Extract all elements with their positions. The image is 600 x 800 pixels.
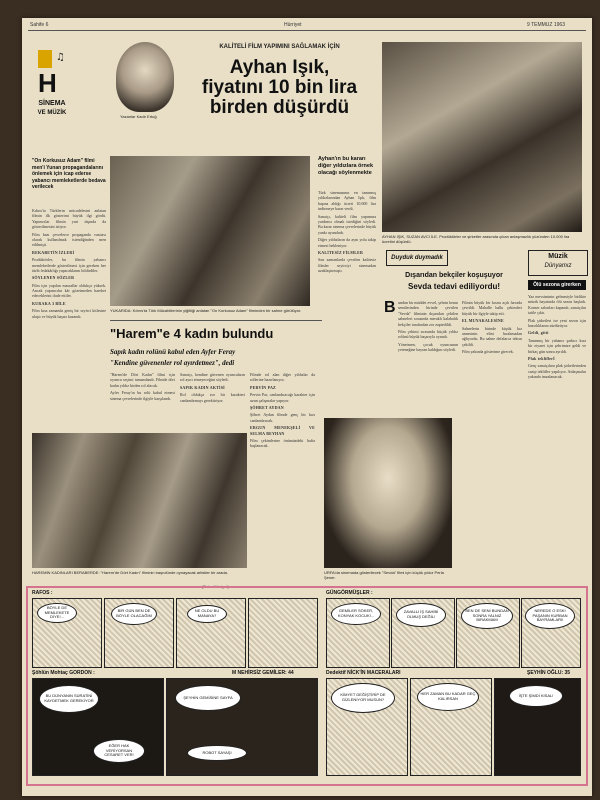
- music-column-subhead1: Geldi, gitti: [528, 330, 549, 336]
- gungormus-bubble-1: GEMİLER SÖKER, KONYAK KOCUK!...: [331, 603, 381, 625]
- harem-subhead2: PERVİN PAZ: [250, 384, 276, 390]
- music-subhead: EL MUYAKALESİNE: [462, 318, 504, 324]
- nick-bubble-1: KİMYET DEĞİŞTİRİP DE GİZLENİYOR MUSUN?: [331, 683, 395, 713]
- music-drop-cap: B: [384, 299, 396, 316]
- harem-subhead3: ŞÖHRET AYDAN: [250, 404, 284, 410]
- music-body-col1: undan bir müddet evvel, şehrin kenar semtlerinden birinde çevrilen "Sevda" filminin dışarıdan çekilen sahneleri sırasında meraklı kalabalık bekçiler tarafından zor zaptedildi. Film çekimi sırasında küçük yıldız rolünü büyük başarıyla oynadı. Yönetmen, çocuk oyuncunun yeteneğine hayran kaldığını söyledi.: [398, 300, 458, 353]
- header-rule: [28, 30, 586, 31]
- sidebar-quote: "On Korkusuz Adam" filmi men'i Yunan propagandalarını önlemek için icap ederse yabancı memleketlerde bedava verilecek: [32, 158, 106, 190]
- strip2-title: GÜNGÖRMÜŞLER :: [326, 590, 373, 596]
- rafos-bubble-3: NE OLDU BU MANAYA?: [187, 605, 227, 623]
- lead-photo: [382, 42, 582, 232]
- newspaper-page: [22, 18, 592, 796]
- harem-subhead1: SAPIK KADIN AKTİSİ: [180, 384, 225, 390]
- gungormus-bubble-2: ZAVALLI İŞ SAHİBİ OLMUŞ DEĞİL!: [396, 603, 446, 627]
- music-body-col2: Filmin büyük bir kısmı açık havada çevrildi. Mahalle halkı çekimleri büyük bir ilgiyle takip etti. EL MUYAKALESİNE Sahnelerin birinde küçük kız annesinin elini bırakmadan ağlıyordu. Bu sahne defalarca tekrar çekildi. Film yakında gösterime girecek.: [462, 300, 522, 355]
- section-letter-block: [38, 50, 52, 68]
- rafos-panel-4: [248, 598, 318, 668]
- gordon-bubble-1: BU DÜNYANIN SÜRATİNİ KAYDETMEK GEREKİYOR: [39, 685, 99, 713]
- harem-top-rule: [110, 320, 322, 321]
- ayhan-portrait: [116, 42, 174, 112]
- folio-center: Hürriyet: [284, 22, 302, 28]
- folio-right: 9 TEMMUZ 1963: [527, 22, 565, 28]
- perla-photo-caption: URFA'da sinemada gösterilecek "Sevda" filmi için küçük yıldız Perla Şener.: [324, 570, 444, 581]
- scene-photo: [110, 156, 310, 306]
- gungormus-panel-1: [326, 598, 390, 668]
- lead-kicker: KALİTELİ FİLM YAPIMINI SAĞLAMAK İÇİN: [219, 44, 340, 50]
- harem-body-col3: Filmde rol alan diğer yıldızlar da rollerine hazırlanıyor. PERVİN PAZ Pervin Par, canlandıracağı karakter için uzun çalışmalar yapıyor. ŞÖHRET AYDAN Şöhret Aydan filmde genç bir kızı canlandıracak. ERGUN MENEKŞELİ VE SELMA BEYHAN Film çekimlerine önümüzdeki hafta başlanacak.: [250, 372, 315, 449]
- gungormus-bubble-3: BEN DE SENİ BUNDAN SONRA YALNIZ BIRAKMAM: [461, 603, 513, 629]
- music-headline-line2: Sevda tedavi ediliyordu!: [407, 282, 501, 291]
- nick-panel-3: [494, 678, 581, 776]
- gungormus-panel-3: [456, 598, 520, 668]
- rafos-panel-3: [176, 598, 246, 668]
- gordon-bubble-3: ŞEYHİN GEMİSİNE SAYFA: [175, 685, 241, 711]
- harem-photo: [32, 433, 247, 568]
- muzik-logo: [528, 250, 588, 276]
- music-headline-line1: Dışarıdan bekçiler koşuşuyor: [405, 272, 503, 279]
- section-name-line2: VE MÜZİK: [37, 110, 67, 116]
- perla-photo: [324, 418, 452, 568]
- nick-bubble-2: HER ZAMAN BU KADAR GEÇ KALIRSAN: [417, 683, 479, 711]
- music-column-subhead2: Plak tekliflerİ: [528, 355, 555, 361]
- gordon-bubble-4: ROBOT SAYAŞI: [187, 745, 247, 761]
- scene-photo-caption: YUKARIDA: Kıbrıs'ta Türk Mücahitlerinin yiğitliği anlatan "On Korkusuz Adam" filminden bir sahne görülüyor.: [110, 308, 302, 313]
- section-logo: [32, 40, 72, 140]
- gordon-panel-2: [166, 678, 318, 776]
- sidebar-subhead3: KURAKA 3 BİLE: [32, 300, 66, 306]
- lead-headline-line2: fiyatını 10 bin lira: [201, 77, 358, 98]
- rafos-bubble-1: BÖYLE DE MEMLEKETE DİYE!...: [37, 603, 77, 623]
- strip1-title: RAFOS :: [32, 590, 53, 596]
- nick-panel-1: [326, 678, 408, 776]
- section-name-line1: SİNEMA: [38, 100, 66, 107]
- rafos-bubble-2: BİR GÜN BEN DE BÖYLE OLACAĞIM: [111, 603, 157, 625]
- music-note-icon: ♫: [56, 52, 65, 63]
- gordon-panel-1: [32, 678, 164, 776]
- lead-headline-line3: birden düşürdü: [209, 97, 350, 118]
- lead-headline-line1: Ayhan Işık,: [229, 57, 330, 78]
- harem-body-col1: "Harem'de Dört Kadın" filmi için oyuncu seçimi tamamlandı. Filmde dört kadın yıldız birden rol alacak. Ayfer Feray'ın bu rolü kabul etmesi sinema çevrelerinde ilgiyle karşılandı.: [110, 372, 175, 401]
- gungormus-panel-2: [391, 598, 455, 668]
- lead-photo-caption: AYHAN IŞIK, SUZAN AVCI İLE. Prodüktörler ve şirketler arasında çıkan anlaşmazlık yüzünden 10.000 lira ücretini düşürdü.: [382, 234, 570, 245]
- strip3-title: Dedektif NİCK'İN MACERALARI: [326, 670, 401, 676]
- nick-bubble-3: İŞTE ŞİMDİ KISAL!: [509, 685, 563, 707]
- music-column-body: Yaz mevsiminin gelmesiyle birlikte müzik hayatında ölü sezon başladı. Konser salonları kapandı, sanatçılar tatile çıktı. Plak şirketleri ise yeni sezon için hazırlıklarını sürdürüyor. Geldi, gitti Tanınmış bir yabancı şarkıcı kısa bir ziyaret için şehrimize geldi ve birkaç gün sonra ayrıldı. Plak tekliflerİ Genç sanatçılara plak şirketlerinden cazip teklifler yapılıyor. Anlaşmalar yakında imzalanacak.: [528, 294, 586, 380]
- strip5-title: M NEHİRSİZ GEMİLER: 44: [232, 670, 294, 676]
- lead-subhead: KALİTESİZ FİLMLER: [318, 249, 364, 255]
- gungormus-panel-4: [521, 598, 581, 668]
- portrait-caption: Yazanlar Kadir Ertuğ: [120, 114, 157, 119]
- music-column-headline: Ölü sezona girerken: [528, 280, 586, 290]
- strip4-title: Şöhlün Mohtaç GORDON :: [32, 670, 95, 676]
- folio-left: Sahife 6: [30, 22, 49, 28]
- strip6-title: ŞEYHİN OĞLU: 35: [527, 670, 571, 676]
- lead-deck: Ayhan'ın bu kararı diğer yıldızlara örnek olacağı söylenmekte: [318, 156, 374, 176]
- section-letter: H: [38, 68, 57, 98]
- harem-photo-credit: (Foto: Hürriyet): [202, 584, 229, 589]
- sidebar-body: Kıbrıs'ta Türklerin mücadelesini anlatan filmin ilk gösterimi büyük ilgi gördü. Yapımcılar filmin yurt dışında da gösterilmesini istiyor. Film bazı çevrelerce propaganda vasıtası olarak kullanılmak istendiğinden men edilmişti. REKABETİN İZLERİ Prodüktörler, bu filmin yabancı memleketlerde gösterilmesi için gereken her türlü fedakârlığı yapacaklarını bildirdiler. SÖYLENEN SÖZLER Film için yapılan masraflar oldukça yüksek. Ancak yapımcılar kâr gözetmeden hareket edeceklerini ifade ettiler. KURAKA 3 BİLE Film kısa zamanda geniş bir seyirci kitlesine ulaştı ve büyük başarı kazandı.: [32, 208, 106, 319]
- harem-photo-caption: HAREMİN KADINLARI BERABERDE: "Harem'de Dört Kadın" filminin başrolünde oynayacak artistler bir arada.: [32, 570, 228, 575]
- duyduk-logo: Duyduk duymadık: [386, 250, 448, 266]
- gordon-bubble-2: EĞER HAK VERİYORSAN CESARET VER!: [93, 739, 145, 763]
- harem-headline: "Harem"e 4 kadın bulundu: [110, 326, 274, 341]
- rafos-panel-2: [104, 598, 174, 668]
- sidebar-subhead1: REKABETİN İZLERİ: [32, 249, 75, 255]
- muzik-logo-line2: Dünyamız: [544, 263, 572, 269]
- muzik-logo-line1: Müzik: [548, 253, 568, 260]
- harem-subhead4: ERGUN MENEKŞELİ VE SELMA BEYHAN: [250, 425, 315, 436]
- rafos-panel-1: [32, 598, 102, 668]
- harem-deck-line1: Sapık kadın rolünü kabul eden Ayfer Feray: [110, 348, 236, 356]
- sidebar-subhead2: SÖYLENEN SÖZLER: [32, 275, 75, 281]
- harem-body-col2: Sanatçı, kendine güvenen oyuncuların rol ayırt etmeyeceğini söyledi. SAPIK KADIN AKTİSİ Rol oldukça zor bir karakteri canlandırmayı gerektiriyor.: [180, 372, 245, 403]
- lead-body: Türk sinemasının en tanınmış yıldızlarından Ayhan Işık, film başına aldığı ücreti 10.000 lira indirmeye karar verdi. Sanatçı, kaliteli film yapımına yardımcı olmak istediğini söyledi. Bu karar sinema çevrelerinde büyük yankı uyandırdı. Diğer yıldızların da aynı yolu takip etmesi bekleniyor. KALİTESİZ FİLMLER Son zamanlarda çevrilen kalitesiz filmler seyirciyi sinemadan uzaklaştırmıştı.: [318, 190, 376, 274]
- nick-panel-2: [410, 678, 492, 776]
- gungormus-bubble-4: NEREDE O ESKİ PAŞANIN KURBAN BAYRAMLARI!: [525, 603, 575, 629]
- harem-deck-line2: "Kendine güvenenler rol ayırdetmez", dedi: [110, 359, 235, 367]
